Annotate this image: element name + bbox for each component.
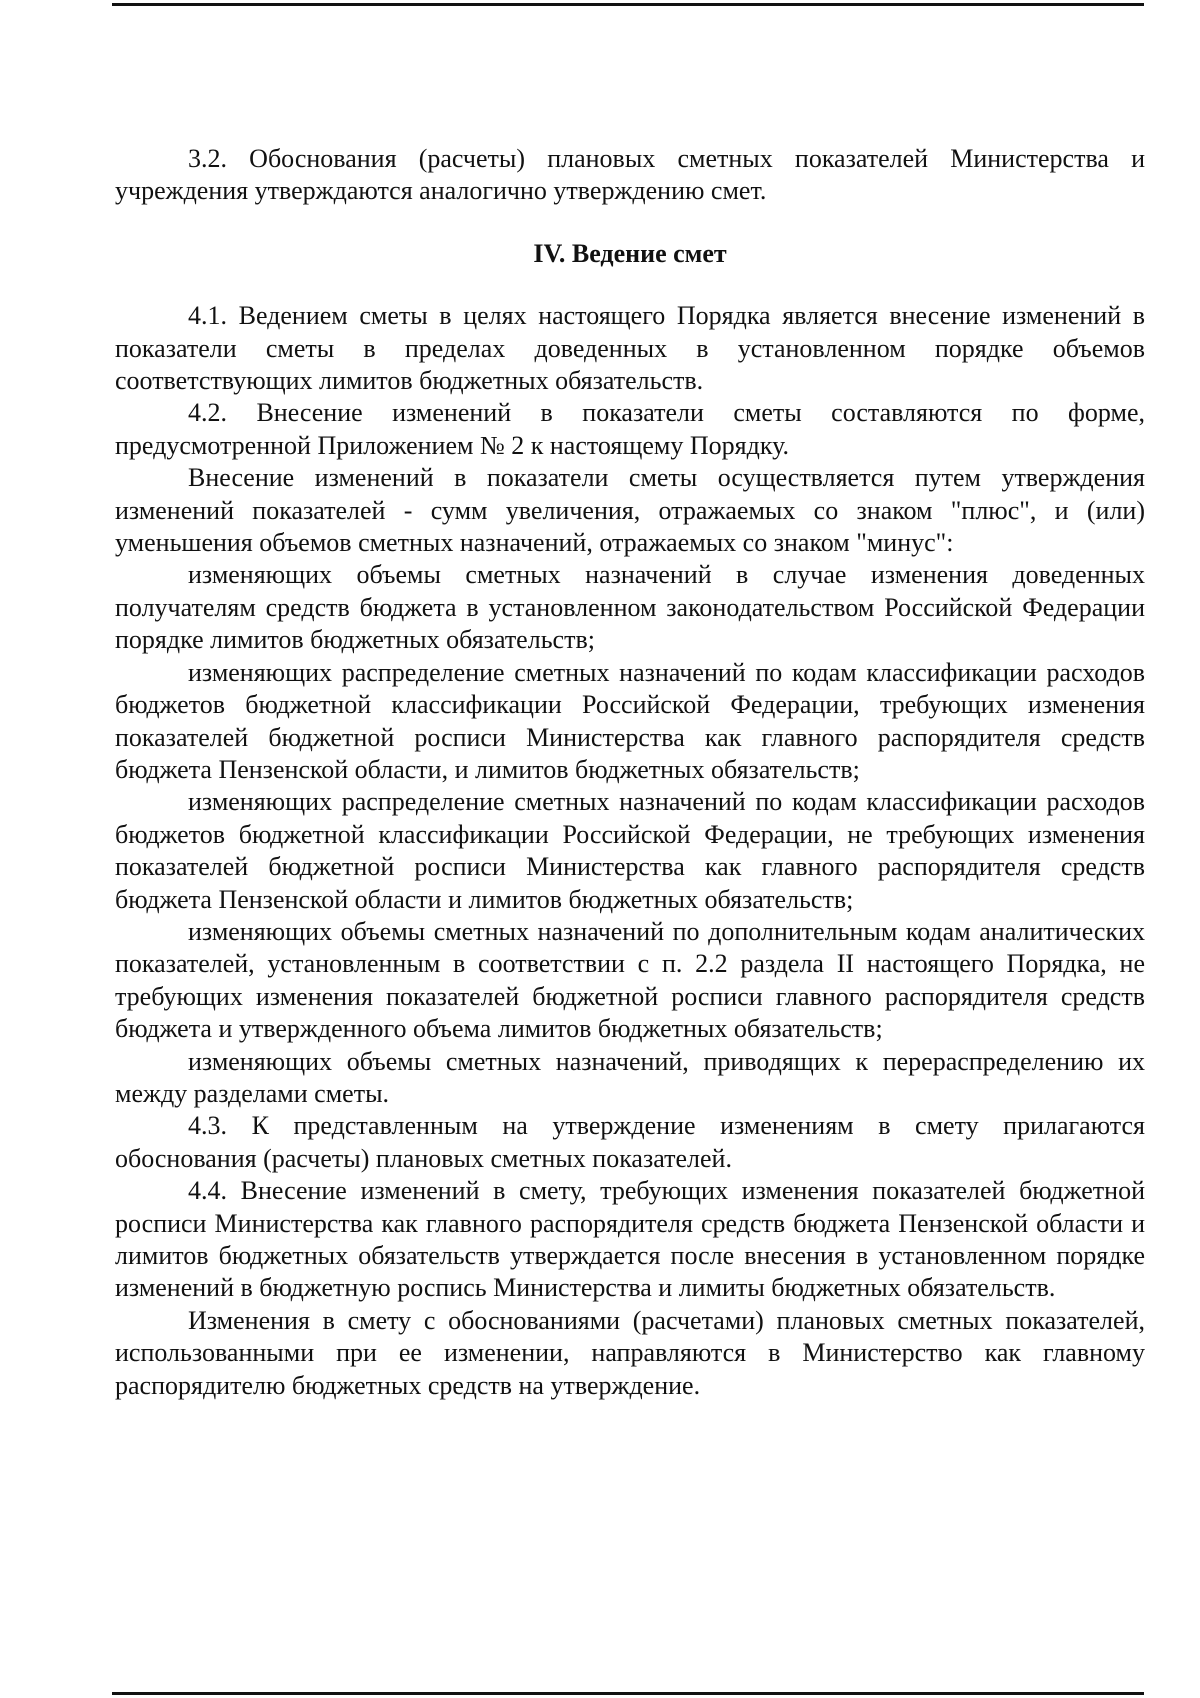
list-item-additional-codes: изменяющих объемы сметных назначений по дополнительным кодам аналитических показателей, установленным в соответствии с п. 2.2 раздела II настоящего Порядка, не требующих изменения показателей бюджетной росписи главного распорядителя средств бюджета и утвержденного объема лимитов бюджетных обязательств; (115, 916, 1145, 1044)
paragraph-4-2: 4.2. Внесение изменений в показатели сметы составляются по форме, предусмотренной Приложением № 2 к настоящему Порядку. (115, 398, 1145, 460)
paragraph-4-3: 4.3. К представленным на утверждение изменениям в смету прилагаются обоснования (расчеты) плановых сметных показателей. (115, 1111, 1145, 1173)
top-border-line (112, 3, 1144, 6)
list-item-volume-limits: изменяющих объемы сметных назначений в случае изменения доведенных получателям средств бюджета в установленном законодательством Российской Федерации порядке лимитов бюджетных обязательств; (115, 560, 1145, 655)
list-item-distribution-not-requiring: изменяющих распределение сметных назначений по кодам классификации расходов бюджетов бюджетной классификации Российской Федерации, не требующих изменения показателей бюджетной росписи Министерства как главного распорядителя средств бюджета Пензенской области и лимитов бюджетных обязательств; (115, 787, 1145, 914)
paragraph-4-1: 4.1. Ведением сметы в целях настоящего Порядка является внесение изменений в показатели сметы в пределах доведенных в установленном порядке объемов соответствующих лимитов бюджетных обязательств. (115, 301, 1145, 396)
paragraph-final: Изменения в смету с обоснованиями (расчетами) плановых сметных показателей, использованными при ее изменении, направляются в Министерство как главному распорядителю бюджетных средств на утверждение. (115, 1305, 1145, 1400)
list-item-redistribution: изменяющих объемы сметных назначений, приводящих к перераспределению их между разделами сметы. (115, 1046, 1145, 1108)
paragraph-4-4: 4.4. Внесение изменений в смету, требующих изменения показателей бюджетной росписи Министерства как главного распорядителя средств бюджета Пензенской области и лимитов бюджетных обязательств утверждается после внесения в установленном порядке изменений в бюджетную роспись Министерства и лимиты бюджетных обязательств. (115, 1176, 1145, 1303)
document-body (115, 143, 1145, 1402)
paragraph-changes-intro: Внесение изменений в показатели сметы осуществляется путем утверждения изменений показателей - сумм увеличения, отражаемых со знаком "плюс", и (или) уменьшения объемов сметных назначений, отражаемых со знаком "минус": (115, 463, 1145, 558)
bottom-border-line (112, 1692, 1144, 1695)
paragraph-3-2: 3.2. Обоснования (расчеты) плановых сметных показателей Министерства и учреждения утверждаются аналогично утверждению смет. (115, 144, 1145, 206)
section-heading: IV. Ведение смет (533, 238, 727, 268)
list-item-distribution-requiring: изменяющих распределение сметных назначений по кодам классификации расходов бюджетов бюджетной классификации Российской Федерации, требующих изменения показателей бюджетной росписи Министерства как главного распорядителя средств бюджета Пензенской области, и лимитов бюджетных обязательств; (115, 657, 1145, 784)
